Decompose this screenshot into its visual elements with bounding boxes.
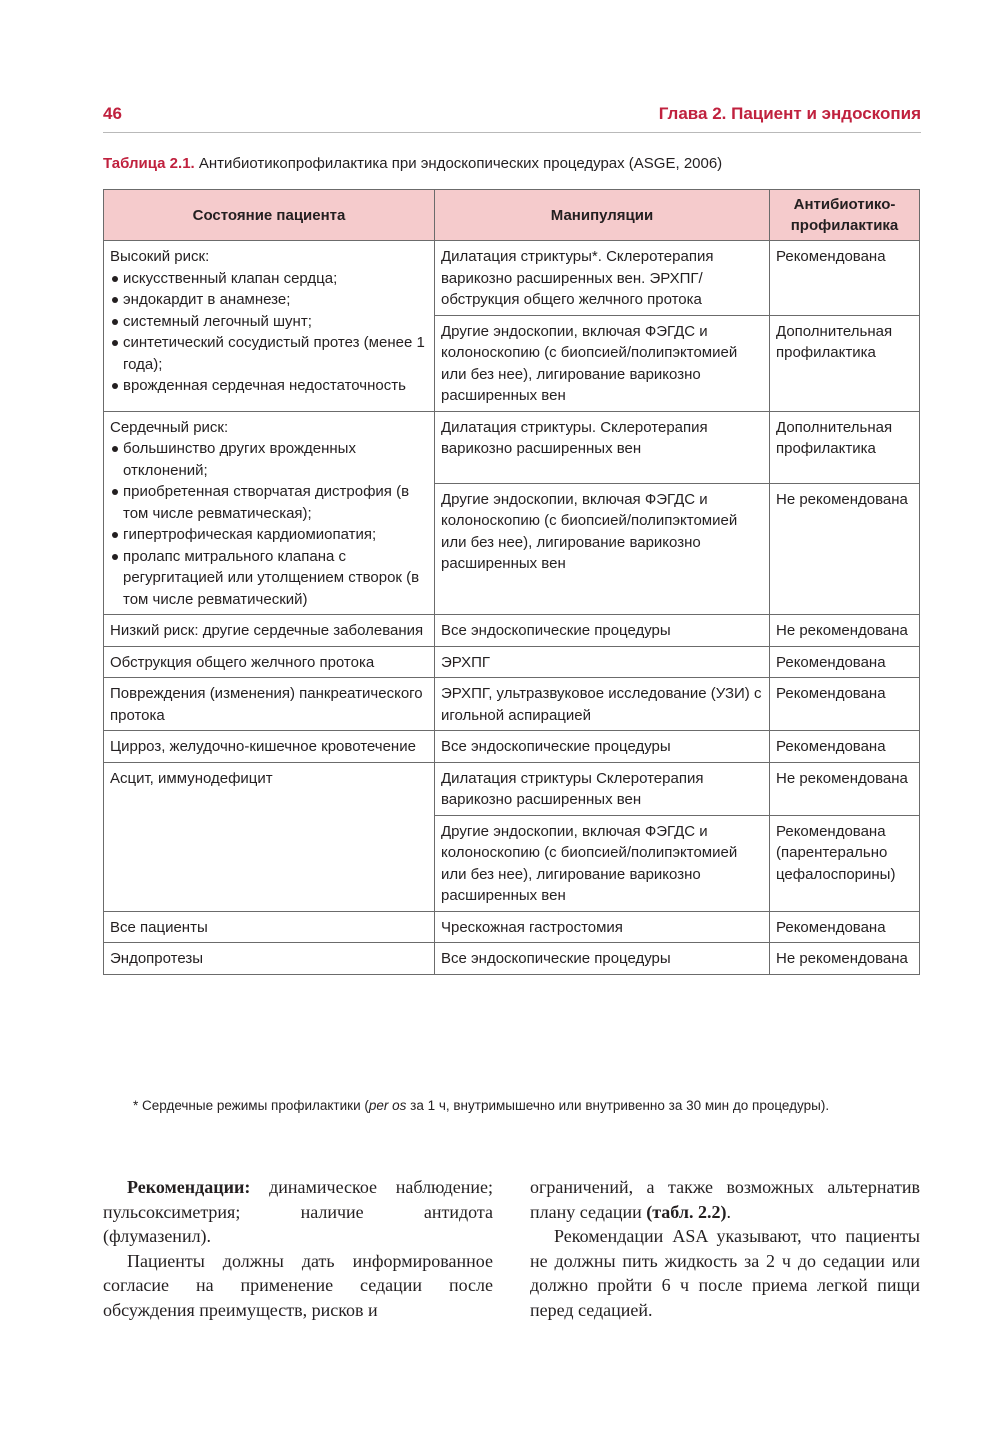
- manipulation-cell: Все эндоскопические процедуры: [435, 731, 770, 763]
- prophylaxis-cell: Рекомендована: [770, 241, 920, 316]
- prophylaxis-cell: Дополнительная профилактика: [770, 411, 920, 483]
- condition-list-item: системный легочный шунт;: [110, 311, 428, 333]
- prophylaxis-cell: Не рекомендована: [770, 483, 920, 614]
- body-text-span: динамическое наблюдение; пульсоксиметрия; наличие антидота (флумазенил).: [103, 1177, 493, 1246]
- table-header: [104, 190, 920, 241]
- table-caption-text: Антибиотикопрофилактика при эндоскопических процедурах (ASGE, 2006): [198, 155, 723, 172]
- manipulation-cell: Все эндоскопические процедуры: [435, 943, 770, 975]
- footnote-suffix: за 1 ч, внутримышечно или внутривенно за 30 мин до процедуры).: [406, 1098, 830, 1113]
- body-text-span: .: [726, 1201, 731, 1222]
- manipulation-cell: Дилатация стриктуры Склеротерапия варикозно расширенных вен: [435, 762, 770, 815]
- condition-cell: [104, 762, 435, 911]
- footnote-italic: per os: [368, 1098, 407, 1113]
- body-paragraph: [530, 1175, 920, 1224]
- condition-list-item: синтетический сосудистый протез (менее 1 года);: [110, 332, 428, 375]
- body-paragraph: Пациенты должны дать информированное согласие на применение седации после обсуждения преимуществ, рисков и: [103, 1250, 493, 1320]
- condition-list-item: пролапс митрального клапана с регургитацией или утолщением створок (в том числе ревматический): [110, 546, 428, 611]
- condition-cell: [104, 911, 435, 943]
- condition-title: Обструкция общего желчного протока: [110, 653, 375, 671]
- condition-list: [110, 438, 428, 610]
- table-row: [104, 411, 920, 483]
- prophylaxis-cell: Дополнительная профилактика: [770, 315, 920, 411]
- prophylaxis-cell: Рекомендована: [770, 646, 920, 678]
- manipulation-cell: Чрескожная гастростомия: [435, 911, 770, 943]
- footnote-prefix: * Сердечные режимы профилактики (: [133, 1098, 369, 1113]
- table-row: [104, 911, 920, 943]
- manipulation-cell: Дилатация стриктуры. Склеротерапия варикозно расширенных вен: [435, 411, 770, 483]
- condition-list-item: большинство других врожденных отклонений;: [110, 438, 428, 481]
- prophylaxis-cell: Не рекомендована: [770, 762, 920, 815]
- prophylaxis-cell: Рекомендована: [770, 678, 920, 731]
- column-header-manipulation: Манипуляции: [435, 190, 770, 241]
- table-caption: [103, 155, 921, 172]
- condition-list-item: приобретенная створчатая дистрофия (в том числе ревматическая);: [110, 481, 428, 524]
- condition-list-item: гипертрофическая кардиомиопатия;: [110, 524, 428, 546]
- manipulation-cell: Все эндоскопические процедуры: [435, 615, 770, 647]
- body-text-span: ограничений, а также возможных альтернатив плану седации: [530, 1177, 920, 1222]
- manipulation-cell: Другие эндоскопии, включая ФЭГДС и колоноскопию (с биопсией/полипэктомией или без нее), лигирование варикозно расширенных вен: [435, 483, 770, 614]
- table-row: [104, 615, 920, 647]
- condition-title: Цирроз, желудочно-кишечное кровотечение: [110, 738, 416, 755]
- condition-cell: [104, 241, 435, 412]
- manipulation-cell: Другие эндоскопии, включая ФЭГДС и колоноскопию (с биопсией/полипэктомией или без нее), лигирование варикозно расширенных вен: [435, 315, 770, 411]
- condition-title: Повреждения (изменения) панкреатического протока: [110, 685, 423, 724]
- manipulation-cell: Дилатация стриктуры*. Склеротерапия варикозно расширенных вен. ЭРХПГ/обструкция общего желчного протока: [435, 241, 770, 316]
- table-row: [104, 678, 920, 731]
- condition-cell: [104, 411, 435, 615]
- chapter-title: Глава 2. Пациент и эндоскопия: [658, 104, 921, 123]
- prophylaxis-cell: Рекомендована: [770, 911, 920, 943]
- prophylaxis-cell: Не рекомендована: [770, 615, 920, 647]
- prophylaxis-cell: Рекомендована (парентерально цефалоспорины): [770, 815, 920, 911]
- condition-list-item: врожденная сердечная недостаточность: [110, 375, 428, 397]
- condition-cell: [104, 731, 435, 763]
- table-row: [104, 646, 920, 678]
- condition-cell: [104, 678, 435, 731]
- manipulation-cell: ЭРХПГ, ультразвуковое исследование (УЗИ) с игольной аспирацией: [435, 678, 770, 731]
- condition-list-item: искусственный клапан сердца;: [110, 268, 428, 290]
- body-paragraph: [103, 1175, 493, 1249]
- condition-title: Высокий риск:: [110, 248, 210, 265]
- table-row: [104, 762, 920, 815]
- table-footnote: [133, 1098, 829, 1113]
- condition-title: Асцит, иммунодефицит: [110, 769, 273, 787]
- table-caption-label: Таблица 2.1.: [103, 155, 195, 172]
- condition-title: Эндопротезы: [110, 950, 204, 967]
- body-column-right: [530, 1175, 920, 1322]
- manipulation-cell: ЭРХПГ: [435, 646, 770, 678]
- condition-title: Низкий риск: другие сердечные заболевания: [110, 622, 424, 639]
- page-number: 46: [103, 104, 122, 123]
- table-row: [104, 943, 920, 975]
- prophylaxis-cell: Рекомендована: [770, 731, 920, 763]
- prophylaxis-cell: Не рекомендована: [770, 943, 920, 975]
- table-body: [104, 241, 920, 975]
- body-paragraph: Рекомендации ASA указывают, что пациенты не должны пить жидкость за 2 ч до седации или должно пройти 6 ч после приема легкой пищи перед седацией.: [530, 1226, 920, 1320]
- condition-title: Все пациенты: [110, 918, 208, 936]
- condition-cell: [104, 943, 435, 975]
- condition-list-item: эндокардит в анамнезе;: [110, 289, 428, 311]
- condition-cell: [104, 615, 435, 647]
- column-header-prophylaxis: Антибиотико-профилактика: [770, 190, 920, 241]
- table-reference: (табл. 2.2): [646, 1201, 727, 1222]
- recommendations-label: Рекомендации:: [127, 1177, 251, 1197]
- manipulation-cell: Другие эндоскопии, включая ФЭГДС и колоноскопию (с биопсией/полипэктомией или без нее), лигирование варикозно расширенных вен: [435, 815, 770, 911]
- condition-cell: [104, 646, 435, 678]
- prophylaxis-table: [103, 189, 920, 975]
- table-row: [104, 241, 920, 316]
- column-header-condition: Состояние пациента: [104, 190, 435, 241]
- page-header: [103, 104, 921, 133]
- table-row: [104, 731, 920, 763]
- condition-list: [110, 268, 428, 397]
- body-column-left: [103, 1175, 493, 1322]
- condition-title: Сердечный риск:: [110, 418, 229, 436]
